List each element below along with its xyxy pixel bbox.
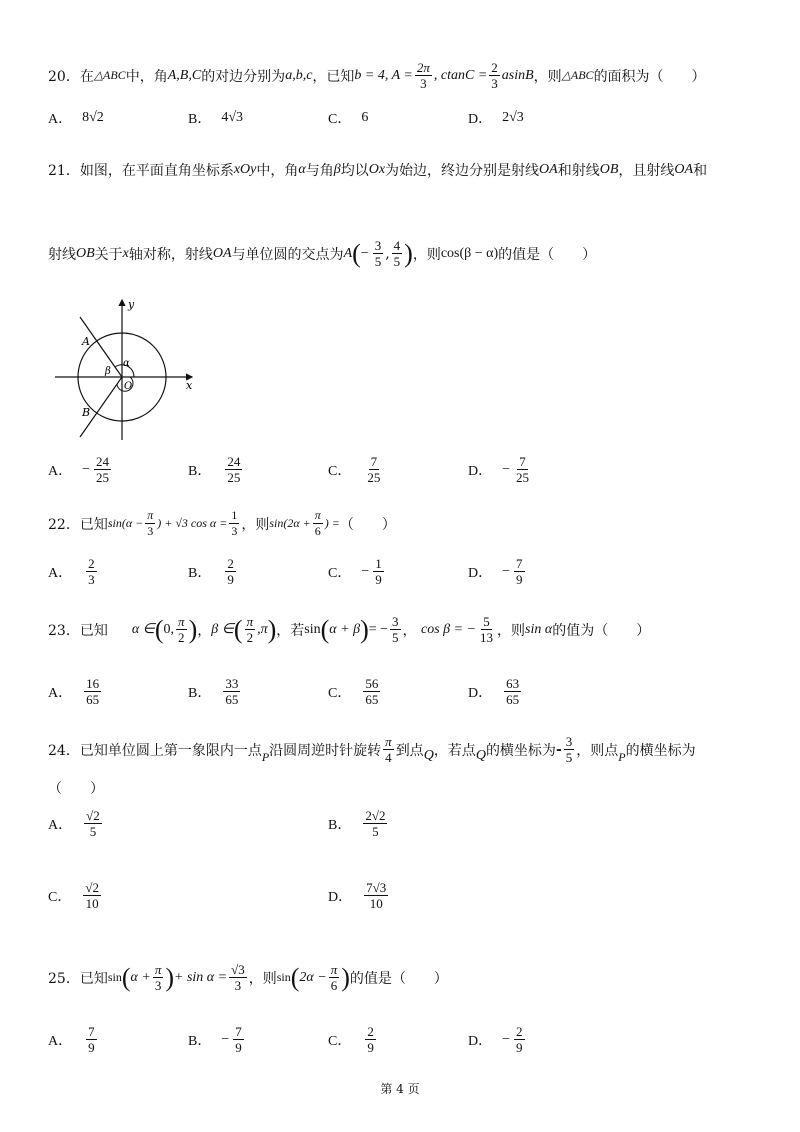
q24-option-d[interactable]: D． $\frac{7√3}{10}$: [328, 880, 387, 911]
q20-stem: 20． 在 △ABC 中，角 A,B,C 的对边分别为 a,b,c ，已知 b = 4, A = $\frac{2\pi}{3}$ , ctanC = $\frac{2}{3}$ asinB ，则 △ABC 的面积为（ ）: [48, 60, 706, 91]
q22-stem: 22． 已知 sin(α − $\frac{\pi}{3}$ ) + √3 cos α = $\frac{1}{3}$ ，则 sin(2α + $\frac{\pi}{6}$ ) = （ ）: [48, 508, 396, 538]
q22-option-a[interactable]: A． $\frac{2}{3}$: [48, 556, 95, 587]
q24-stem: 24． 已知单位圆上第一象限内一点 P 沿圆周逆时针旋转 $\frac{\pi}{4}$ 到点 Q ，若点 Q 的横坐标为 - $\frac{3}{5}$ ，则点 P 的横坐标为: [48, 734, 696, 765]
q24-answer-paren: （ ）: [48, 781, 104, 797]
q23-option-b[interactable]: B． $\frac{33}{65}$: [188, 676, 239, 707]
fig-label-a: A: [82, 335, 90, 348]
q25-option-a[interactable]: A． $\frac{7}{9}$: [48, 1024, 95, 1055]
fig-label-y: y: [128, 298, 135, 311]
q22-option-d[interactable]: D． − $\frac{7}{9}$: [468, 556, 523, 587]
q22-option-c[interactable]: C． − $\frac{1}{9}$: [328, 556, 382, 587]
fig-label-beta: β: [105, 366, 111, 377]
q20-option-a[interactable]: A． 8√2: [48, 110, 104, 127]
fig-label-alpha: α: [123, 358, 130, 369]
q23-option-a[interactable]: A． $\frac{16}{65}$: [48, 676, 100, 707]
q20-option-d[interactable]: D． 2√3: [468, 110, 524, 127]
q24-option-c[interactable]: C． $\frac{√2}{10}$: [48, 880, 99, 911]
unit-circle-figure: [50, 292, 200, 442]
q23-option-d[interactable]: D． $\frac{63}{65}$: [468, 676, 520, 707]
q22-option-b[interactable]: B． $\frac{2}{9}$: [188, 556, 234, 587]
page-footer: 第 4 页: [380, 1082, 420, 1096]
fig-label-b: B: [82, 406, 91, 419]
q25-option-c[interactable]: C． $\frac{2}{9}$: [328, 1024, 374, 1055]
fig-label-x: x: [186, 379, 193, 392]
q25-stem: 25． 已知 sin ( α + $\frac{\pi}{3}$ ) + sin α = $\frac{√3}{3}$ ，则 sin ( 2α − $\frac{\pi}{6}$ ) 的值是（ ）: [48, 962, 448, 993]
q25-option-b[interactable]: B． − $\frac{7}{9}$: [188, 1024, 242, 1055]
q21-option-a[interactable]: A． − $\frac{24}{25}$: [48, 454, 110, 485]
q21-stem-line2: 射线 OB 关于 x 轴对称，射线 OA 与单位圆的交点为 A ( − $\frac{3}{5}$ , $\frac{4}{5}$ ) ，则 cos(β − α) 的值是（ ）: [48, 238, 597, 269]
q23-stem: 23． 已知 α ∈ ( 0, $\frac{\pi}{2}$ ) ， β ∈ ( $\frac{\pi}{2}$ ,π ) ，若 sin ( α + β ) = − $\frac{3}{5}$ ， cos β = − $\frac{5}{13}$ ，则 sin α 的值为（ ）: [48, 614, 651, 645]
q24-option-a[interactable]: A． $\frac{√2}{5}$: [48, 808, 100, 839]
q20-option-b[interactable]: B． 4√3: [188, 110, 244, 127]
q25-option-d[interactable]: D． − $\frac{2}{9}$: [468, 1024, 523, 1055]
q21-option-b[interactable]: B． $\frac{24}{25}$: [188, 454, 241, 485]
fig-label-o: O: [124, 381, 133, 392]
q23-option-c[interactable]: C． $\frac{56}{65}$: [328, 676, 379, 707]
q24-option-b[interactable]: B． $\frac{2√2}{5}$: [328, 808, 386, 839]
q21-option-c[interactable]: C． $\frac{7}{25}$: [328, 454, 381, 485]
q20-option-c[interactable]: C． 6: [328, 110, 369, 127]
q21-option-d[interactable]: D． − $\frac{7}{25}$: [468, 454, 530, 485]
q21-stem-line1: 21． 如图，在平面直角坐标系 xOy 中，角 α 与角 β 均以 Ox 为始边，终边分别是射线 OA 和射线 OB ，且射线 OA 和: [48, 162, 708, 179]
q20-number: 20．: [48, 68, 80, 85]
